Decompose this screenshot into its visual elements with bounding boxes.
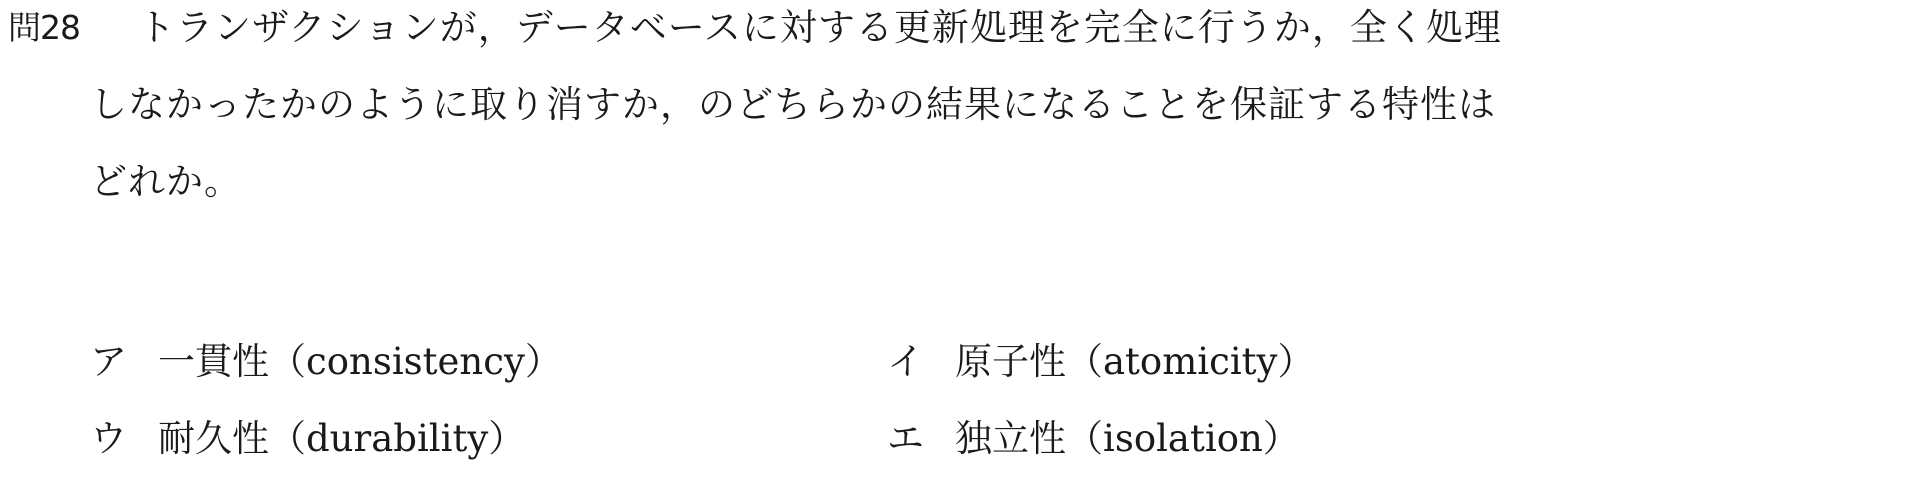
choice-e — [887, 417, 1300, 461]
choice-label: ウ — [90, 417, 127, 460]
choice-label: ア — [90, 340, 127, 383]
question-text-line-2: しなかったかのように取り消すか，のどちらかの結果になることを保証する特性は — [90, 83, 1496, 126]
choice-u — [90, 417, 525, 461]
choice-text: 原子性（atomicity） — [955, 340, 1315, 383]
choice-label: エ — [887, 417, 924, 460]
choice-i — [887, 340, 1314, 384]
choice-a — [90, 340, 562, 384]
question-text-line-3: どれか。 — [90, 160, 242, 203]
choice-text: 一貫性（consistency） — [158, 340, 562, 383]
choice-text: 独立性（isolation） — [955, 417, 1300, 460]
question-number: 問28 — [8, 8, 80, 47]
question-text-line-1: トランザクションが，データベースに対する更新処理を完全に行うか，全く処理 — [138, 6, 1502, 49]
choice-label: イ — [887, 340, 924, 383]
choice-text: 耐久性（durability） — [158, 417, 526, 460]
